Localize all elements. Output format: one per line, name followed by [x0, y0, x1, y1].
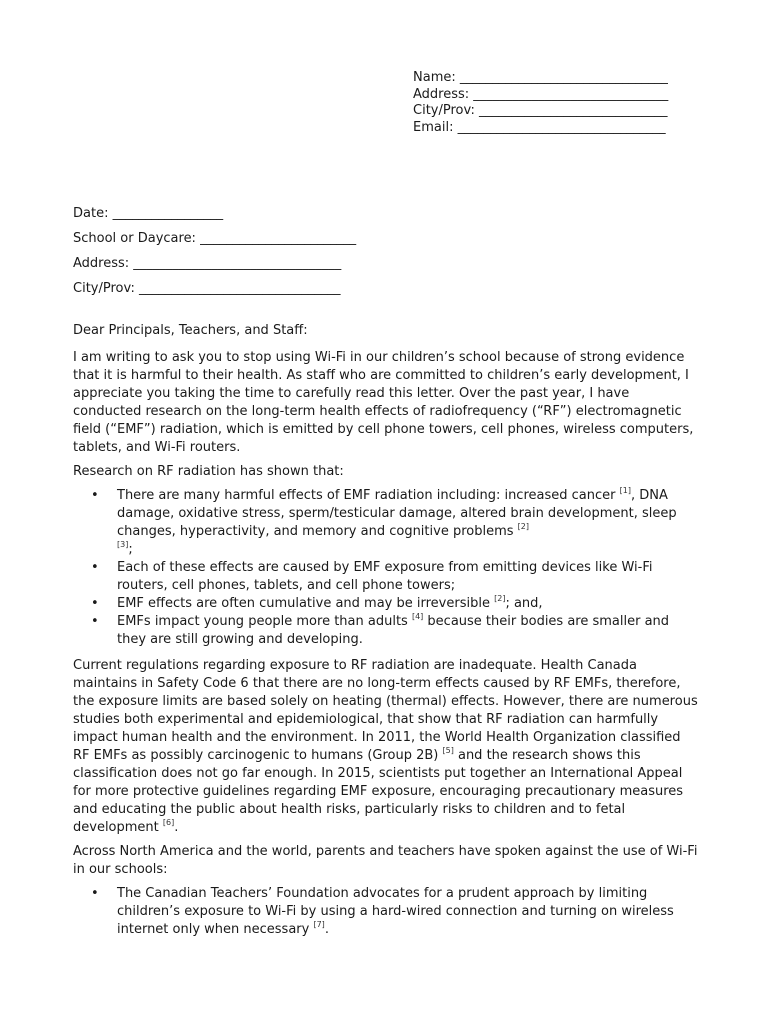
list-item-text: There are many harmful effects of EMF radiation including: increased cancer [117, 488, 620, 503]
paragraph-opposition: Across North America and the world, parents and teachers have spoken against the use of Wi-Fi in our schools: [73, 844, 698, 877]
list-item-text: ; and, [505, 596, 543, 611]
paragraph-intro: I am writing to ask you to stop using Wi-Fi in our children’s school because of strong evidence that it is harmful to their health. As staff who are committed to children’s early development, I appreciate you taking the time to carefully read this letter. Over the past year, I have conducted research on the long-term health effects of radiofrequency (“RF”) electromagnetic field (“EMF”) radiation, which is emitted by cell phone towers, cell phones, wireless computers, tablets, and Wi-Fi routers. [73, 350, 694, 455]
citation-ref: [7] [313, 920, 325, 929]
citation-ref: [1] [619, 486, 631, 495]
list-item-text: The Canadian Teachers’ Foundation advocates for a prudent approach by limiting children’s exposure to Wi-Fi by using a hard-wired connection and turning on wireless internet only when necessary [117, 886, 674, 937]
school-line: School or Daycare: ________________________ [73, 231, 357, 246]
paragraph-text: . [174, 820, 179, 835]
list-item [91, 486, 701, 559]
list-item [91, 612, 701, 649]
date-line: Date: _________________ [73, 206, 224, 221]
citation-ref: [2] [494, 594, 506, 603]
sender-city-line: City/Prov: _____________________________ [413, 103, 668, 119]
citation-ref: [5] [442, 746, 454, 755]
citation-ref: [3] [117, 540, 129, 549]
sender-name-line: Name: ________________________________ [413, 70, 668, 85]
recipient-block [73, 205, 713, 305]
bullet-icon: • [91, 886, 99, 901]
list-item-text: . [324, 922, 329, 937]
opposition-list [73, 885, 701, 939]
bullet-icon: • [91, 596, 99, 611]
bullet-icon: • [91, 614, 99, 629]
greeting: Dear Principals, Teachers, and Staff: [73, 323, 308, 338]
letter-body [73, 322, 701, 947]
citation-ref: [4] [411, 612, 424, 621]
paragraph-text: Current regulations regarding exposure to RF radiation are inadequate. Health Canada maintains in Safety Code 6 that there are no long-term effects caused by RF EMFs, therefore, the exposure limits are based solely on heating (thermal) effects. However, there are numerous studies both experimental and epidemiological, that show that RF radiation can harmfully impact human health and the environment. In 2011, the World Health Organization classified RF EMFs as possibly carcinogenic to humans (Group 2B) [73, 658, 698, 763]
list-item-text: , DNA damage, oxidative stress, sperm/testicular damage, altered brain development, sleep changes, hyperactivity, and memory and cognitive problems [117, 488, 677, 539]
list-item-text: EMFs impact young people more than adults [117, 614, 412, 629]
paragraph-regulations [73, 657, 701, 837]
sender-address-line: Address: ______________________________ [413, 86, 669, 102]
paragraph-text: and the research shows this classification does not go far enough. In 2015, scientists put together an International Appeal for more protective guidelines regarding EMF exposure, encouraging precautionary measures and educating the public about health risks, particularly risks to children and to fetal development [73, 748, 684, 835]
recipient-city-line: City/Prov: _______________________________ [73, 281, 341, 296]
list-item [91, 594, 701, 613]
paragraph-research-lead: Research on RF radiation has shown that: [73, 464, 344, 479]
list-item-text: EMF effects are often cumulative and may be irreversible [117, 596, 495, 611]
recipient-address-line: Address: ________________________________ [73, 256, 342, 271]
sender-email-line: Email: ________________________________ [413, 119, 666, 135]
citation-ref: [2] [517, 522, 529, 531]
bullet-icon: • [91, 488, 99, 503]
research-findings-list [73, 487, 701, 649]
list-item-text: Each of these effects are caused by EMF exposure from emitting devices like Wi-Fi routers, cell phones, tablets, and cell phone towers; [117, 560, 653, 593]
list-item-text: ; [128, 542, 133, 557]
list-item [91, 885, 701, 939]
bullet-icon: • [91, 560, 99, 575]
sender-block [413, 70, 703, 136]
list-item [91, 559, 701, 595]
list-item-text: because their bodies are smaller and they are still growing and developing. [117, 614, 670, 647]
citation-ref: [6] [162, 818, 175, 827]
